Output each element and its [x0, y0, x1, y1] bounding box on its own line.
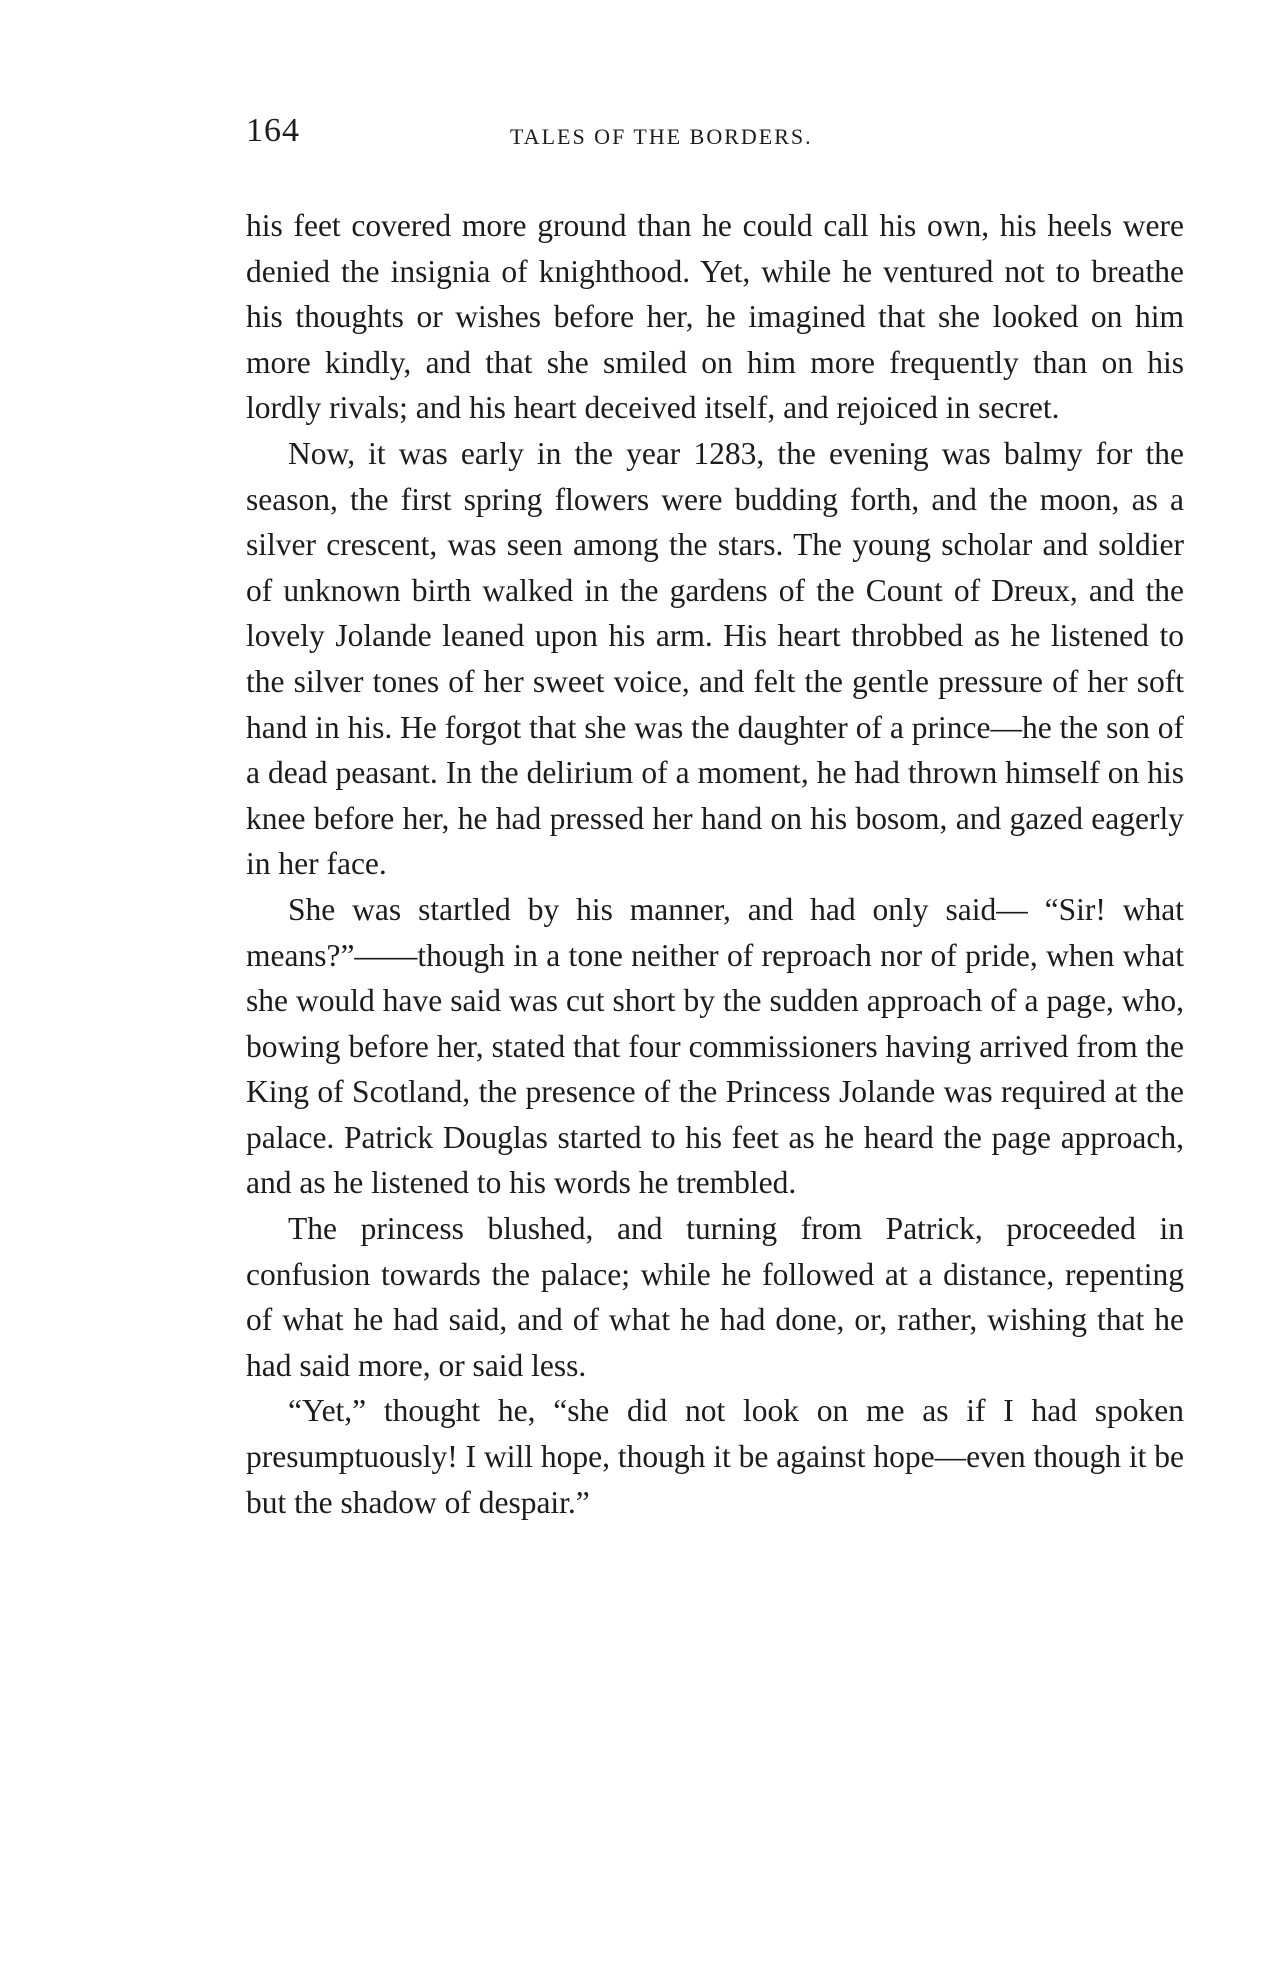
paragraph: “Yet,” thought he, “she did not look on me as if I had spoken presumptuously! I will hope, though it be against hope—even though it be but the shadow of despair.” — [246, 1393, 1184, 1520]
paragraph: She was startled by his manner, and had only said— “Sir! what means?”——though in a tone neither of reproach nor of pride, when what she would have said was cut short by the sudden approach of a page, who, bowing before her, stated that four commissioners having arrived from the King of Scotland, the presence of the Princess Jolande was required at the palace. Patrick Douglas started to his feet as he heard the page approach, and as he listened to his words he trembled. — [246, 891, 1184, 1201]
paragraph-continued: his feet covered more ground than he could call his own, his heels were denied the insignia of knighthood. Yet, while he ventured not to breathe his thoughts or wishes before her, he imagined that she looked on him more kindly, and that she smiled on him more frequently than on his lordly rivals; and his heart deceived itself, and rejoiced in secret. — [246, 208, 1184, 426]
paragraph: Now, it was early in the year 1283, the evening was balmy for the season, the first spring flowers were budding forth, and the moon, as a silver crescent, was seen among the stars. The young scholar and soldier of unknown birth walked in the gardens of the Count of Dreux, and the lovely Jolande leaned upon his arm. His heart throbbed as he listened to the silver tones of her sweet voice, and felt the gentle pressure of her soft hand in his. He forgot that she was the daughter of a prince—he the son of a dead peasant. In the delirium of a moment, he had thrown himself on his knee before her, he had pressed her hand on his bosom, and gazed eagerly in her face. — [246, 435, 1184, 882]
page-number: 164 — [246, 112, 300, 149]
paragraph: The princess blushed, and turning from Patrick, proceeded in confusion towards the palace; while he followed at a distance, repenting of what he had said, and of what he had done, or, rather, wishing that he had said more, or said less. — [246, 1211, 1184, 1383]
body-text — [246, 203, 1184, 1525]
running-head — [246, 112, 1186, 172]
running-title: TALES OF THE BORDERS. — [510, 124, 813, 149]
